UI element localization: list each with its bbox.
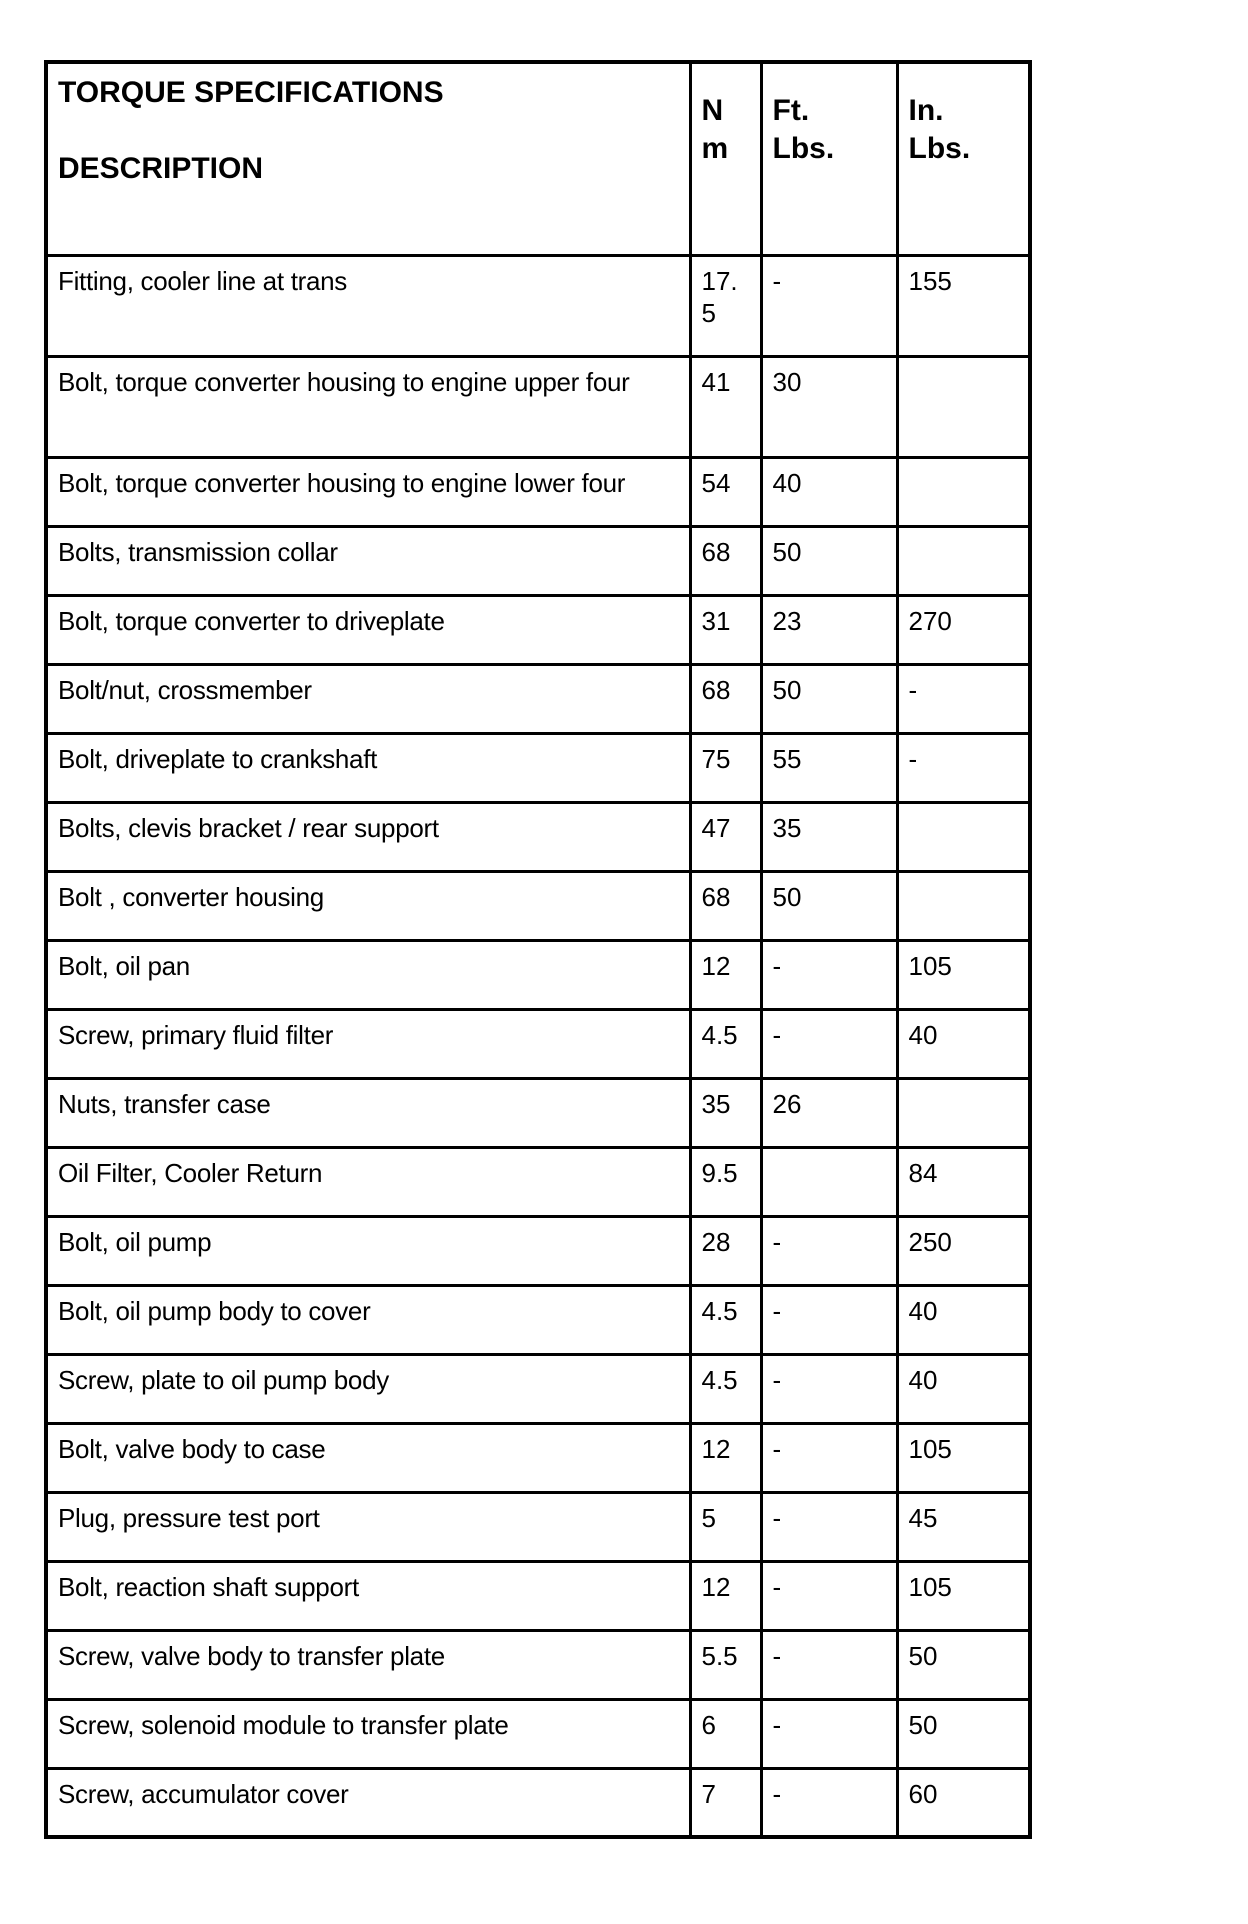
description-cell: Bolt/nut, crossmember bbox=[46, 664, 690, 733]
nm-cell: 6 bbox=[690, 1699, 761, 1768]
ft-lbs-cell: - bbox=[761, 1699, 897, 1768]
in-lbs-cell: 250 bbox=[897, 1216, 1030, 1285]
in-lbs-cell: 45 bbox=[897, 1492, 1030, 1561]
table-row bbox=[46, 1354, 1030, 1423]
description-cell: Bolt, driveplate to crankshaft bbox=[46, 733, 690, 802]
ft-lbs-cell: - bbox=[761, 1561, 897, 1630]
ft-lbs-cell: - bbox=[761, 1009, 897, 1078]
ft-lbs-cell: - bbox=[761, 1492, 897, 1561]
ft-lbs-cell: 30 bbox=[761, 356, 897, 457]
table-row bbox=[46, 1147, 1030, 1216]
description-cell: Bolt, torque converter housing to engine upper four bbox=[46, 356, 690, 457]
table-body bbox=[46, 255, 1030, 1837]
description-cell: Bolt, valve body to case bbox=[46, 1423, 690, 1492]
description-cell: Nuts, transfer case bbox=[46, 1078, 690, 1147]
ft-lbs-cell: 55 bbox=[761, 733, 897, 802]
nm-cell: 68 bbox=[690, 871, 761, 940]
description-cell: Bolt, torque converter housing to engine lower four bbox=[46, 457, 690, 526]
nm-cell: 31 bbox=[690, 595, 761, 664]
ft-lbs-cell: - bbox=[761, 1630, 897, 1699]
table-row bbox=[46, 871, 1030, 940]
nm-cell: 4.5 bbox=[690, 1354, 761, 1423]
in-lbs-cell: 50 bbox=[897, 1699, 1030, 1768]
description-cell: Plug, pressure test port bbox=[46, 1492, 690, 1561]
in-lbs-cell: 105 bbox=[897, 940, 1030, 1009]
table-row bbox=[46, 1561, 1030, 1630]
description-cell: Screw, accumulator cover bbox=[46, 1768, 690, 1837]
nm-cell: 47 bbox=[690, 802, 761, 871]
in-lbs-cell: 105 bbox=[897, 1561, 1030, 1630]
ft-lbs-cell: 40 bbox=[761, 457, 897, 526]
ft-lbs-cell: 50 bbox=[761, 871, 897, 940]
description-cell: Bolt, oil pump body to cover bbox=[46, 1285, 690, 1354]
nm-cell: 12 bbox=[690, 1423, 761, 1492]
table-row bbox=[46, 802, 1030, 871]
in-lbs-cell bbox=[897, 356, 1030, 457]
in-lbs-cell bbox=[897, 802, 1030, 871]
description-cell: Bolts, clevis bracket / rear support bbox=[46, 802, 690, 871]
nm-cell: 75 bbox=[690, 733, 761, 802]
table-row bbox=[46, 1078, 1030, 1147]
nm-cell: 7 bbox=[690, 1768, 761, 1837]
ft-lbs-cell: 35 bbox=[761, 802, 897, 871]
table-row bbox=[46, 1009, 1030, 1078]
description-cell: Screw, primary fluid filter bbox=[46, 1009, 690, 1078]
in-lbs-cell: 84 bbox=[897, 1147, 1030, 1216]
description-cell: Bolt, reaction shaft support bbox=[46, 1561, 690, 1630]
in-lbs-cell: 40 bbox=[897, 1354, 1030, 1423]
nm-cell: 4.5 bbox=[690, 1285, 761, 1354]
nm-cell: 17. 5 bbox=[690, 255, 761, 356]
nm-cell: 54 bbox=[690, 457, 761, 526]
table-row bbox=[46, 1630, 1030, 1699]
ft-lbs-column-header: Ft. Lbs. bbox=[761, 62, 897, 255]
in-lbs-cell bbox=[897, 871, 1030, 940]
table-row bbox=[46, 1699, 1030, 1768]
in-lbs-cell: 270 bbox=[897, 595, 1030, 664]
nm-cell: 68 bbox=[690, 664, 761, 733]
nm-cell: 28 bbox=[690, 1216, 761, 1285]
in-lbs-cell: 40 bbox=[897, 1285, 1030, 1354]
nm-column-header: N m bbox=[690, 62, 761, 255]
nm-cell: 68 bbox=[690, 526, 761, 595]
description-cell: Screw, valve body to transfer plate bbox=[46, 1630, 690, 1699]
table-header-row bbox=[46, 62, 1030, 255]
table-row bbox=[46, 356, 1030, 457]
in-lbs-cell bbox=[897, 526, 1030, 595]
nm-cell: 12 bbox=[690, 940, 761, 1009]
ft-lbs-cell: - bbox=[761, 1285, 897, 1354]
ft-lbs-cell: 23 bbox=[761, 595, 897, 664]
nm-cell: 5.5 bbox=[690, 1630, 761, 1699]
ft-lbs-cell: - bbox=[761, 255, 897, 356]
description-header-cell bbox=[46, 62, 690, 255]
table-row bbox=[46, 526, 1030, 595]
in-lbs-cell: 60 bbox=[897, 1768, 1030, 1837]
nm-cell: 9.5 bbox=[690, 1147, 761, 1216]
table-row bbox=[46, 1285, 1030, 1354]
table-row bbox=[46, 1492, 1030, 1561]
table-row bbox=[46, 664, 1030, 733]
in-lbs-cell: - bbox=[897, 733, 1030, 802]
description-cell: Bolt, oil pan bbox=[46, 940, 690, 1009]
description-cell: Screw, solenoid module to transfer plate bbox=[46, 1699, 690, 1768]
in-lbs-cell: 155 bbox=[897, 255, 1030, 356]
description-column-header: DESCRIPTION bbox=[58, 152, 264, 185]
in-lbs-cell: 50 bbox=[897, 1630, 1030, 1699]
ft-lbs-cell: 50 bbox=[761, 664, 897, 733]
table-row bbox=[46, 940, 1030, 1009]
table-row bbox=[46, 1216, 1030, 1285]
ft-lbs-cell: - bbox=[761, 1216, 897, 1285]
ft-lbs-cell: - bbox=[761, 1768, 897, 1837]
nm-cell: 5 bbox=[690, 1492, 761, 1561]
description-cell: Bolt, oil pump bbox=[46, 1216, 690, 1285]
description-cell: Oil Filter, Cooler Return bbox=[46, 1147, 690, 1216]
table-row bbox=[46, 595, 1030, 664]
nm-cell: 12 bbox=[690, 1561, 761, 1630]
ft-lbs-cell: 50 bbox=[761, 526, 897, 595]
ft-lbs-cell bbox=[761, 1147, 897, 1216]
description-cell: Bolt, torque converter to driveplate bbox=[46, 595, 690, 664]
in-lbs-cell bbox=[897, 457, 1030, 526]
torque-spec-table bbox=[44, 60, 1032, 1839]
table-title: TORQUE SPECIFICATIONS bbox=[58, 76, 444, 109]
in-lbs-cell: 105 bbox=[897, 1423, 1030, 1492]
in-lbs-cell bbox=[897, 1078, 1030, 1147]
description-cell: Bolts, transmission collar bbox=[46, 526, 690, 595]
nm-cell: 35 bbox=[690, 1078, 761, 1147]
ft-lbs-cell: - bbox=[761, 1354, 897, 1423]
ft-lbs-cell: - bbox=[761, 1423, 897, 1492]
in-lbs-column-header: In. Lbs. bbox=[897, 62, 1030, 255]
ft-lbs-cell: - bbox=[761, 940, 897, 1009]
table-row bbox=[46, 457, 1030, 526]
nm-cell: 4.5 bbox=[690, 1009, 761, 1078]
description-cell: Screw, plate to oil pump body bbox=[46, 1354, 690, 1423]
in-lbs-cell: - bbox=[897, 664, 1030, 733]
description-cell: Fitting, cooler line at trans bbox=[46, 255, 690, 356]
nm-cell: 41 bbox=[690, 356, 761, 457]
in-lbs-cell: 40 bbox=[897, 1009, 1030, 1078]
table-row bbox=[46, 1423, 1030, 1492]
ft-lbs-cell: 26 bbox=[761, 1078, 897, 1147]
description-cell: Bolt , converter housing bbox=[46, 871, 690, 940]
table-row bbox=[46, 255, 1030, 356]
table-row bbox=[46, 733, 1030, 802]
table-row bbox=[46, 1768, 1030, 1837]
